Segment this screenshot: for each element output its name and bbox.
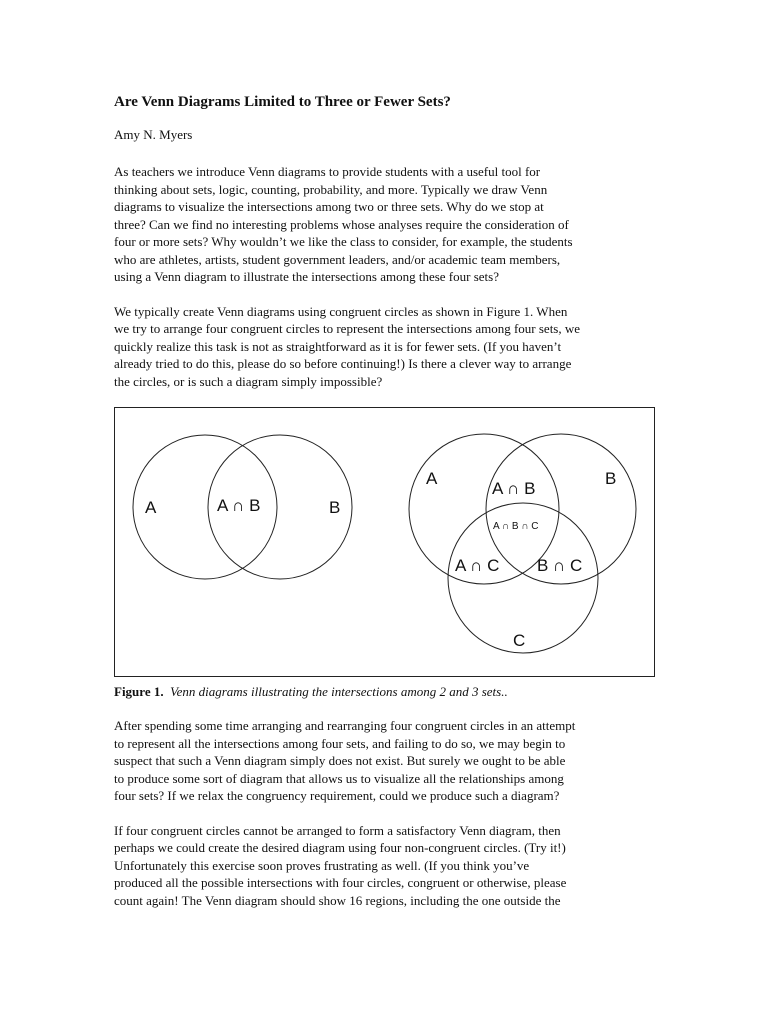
label-a-intersect-b: A ∩ B	[492, 479, 536, 498]
caption-label: Figure 1.	[114, 684, 164, 699]
text-line: quickly realize this task is not as straightforward as it is for fewer sets. (If you haven’t	[114, 338, 562, 354]
text-line: produced all the possible intersections with four circles, congruent or otherwise, please	[114, 875, 567, 890]
label-a-intersect-c: A ∩ C	[455, 556, 500, 575]
text-line: four or more sets? Why wouldn’t we like the class to consider, for example, the students	[114, 234, 573, 249]
text-line: diagrams to visualize the intersections among two or three sets. Why do we stop at	[114, 199, 544, 214]
text-line: three? Can we find no interesting problems whose analyses require the consideration of	[114, 216, 569, 232]
text-line: perhaps we could create the desired diagram using four non-congruent circles. (Try it!)	[114, 840, 566, 855]
text-line: to represent all the intersections among four sets, and failing to do so, we may begin to	[114, 735, 566, 751]
text-line: suspect that such a Venn diagram simply does not exist. But surely we ought to be able	[114, 753, 566, 768]
label-c: C	[513, 631, 526, 650]
text-line: As teachers we introduce Venn diagrams to provide students with a useful tool for	[114, 164, 541, 179]
caption-text: Venn diagrams illustrating the intersections among 2 and 3 sets..	[170, 684, 508, 699]
label-b: B	[605, 469, 617, 488]
paper-title: Are Venn Diagrams Limited to Three or Fewer Sets?	[114, 94, 451, 110]
text-line: using a Venn diagram to illustrate the intersections among these four sets?	[114, 269, 499, 284]
label-b-intersect-c: B ∩ C	[537, 556, 583, 575]
author-name: Amy N. Myers	[114, 127, 193, 142]
text-line: who are athletes, artists, student government leaders, and/or academic team members,	[114, 251, 561, 267]
venn-diagrams	[115, 408, 656, 678]
label-b: B	[329, 498, 341, 517]
text-line: already tried to do this, please do so before continuing!) Is there a clever way to arrange	[114, 356, 572, 371]
text-line: After spending some time arranging and rearranging four congruent circles in an attempt	[114, 718, 576, 733]
figure-1	[114, 407, 655, 677]
document-page	[114, 92, 662, 926]
text-line: to produce some sort of diagram that allows us to visualize all the relationships among	[114, 770, 564, 786]
text-line: If four congruent circles cannot be arranged to form a satisfactory Venn diagram, then	[114, 822, 561, 838]
text-line: count again! The Venn diagram should show 16 regions, including the one outside the	[114, 892, 561, 908]
text-line: Unfortunately this exercise soon proves frustrating as well. (If you think you’ve	[114, 857, 530, 873]
figure-caption	[114, 683, 662, 700]
label-a: A	[145, 498, 157, 517]
paragraph-4	[114, 822, 662, 910]
paragraph-1	[114, 163, 662, 286]
text-line: We typically create Venn diagrams using congruent circles as shown in Figure 1. When	[114, 303, 568, 319]
label-a-intersect-b-intersect-c: A ∩ B ∩ C	[493, 521, 539, 532]
text-line: thinking about sets, logic, counting, probability, and more. Typically we draw Venn	[114, 181, 548, 197]
text-line: four sets? If we relax the congruency requirement, could we produce such a diagram?	[114, 788, 560, 803]
paragraph-3	[114, 717, 662, 805]
label-a-intersect-b: A ∩ B	[217, 496, 261, 515]
text-line: we try to arrange four congruent circles to represent the intersections among four sets, we	[114, 321, 581, 336]
three-set-venn	[409, 434, 636, 653]
text-line: the circles, or is such a diagram simply impossible?	[114, 373, 383, 389]
paragraph-2	[114, 303, 662, 391]
label-a: A	[426, 469, 438, 488]
